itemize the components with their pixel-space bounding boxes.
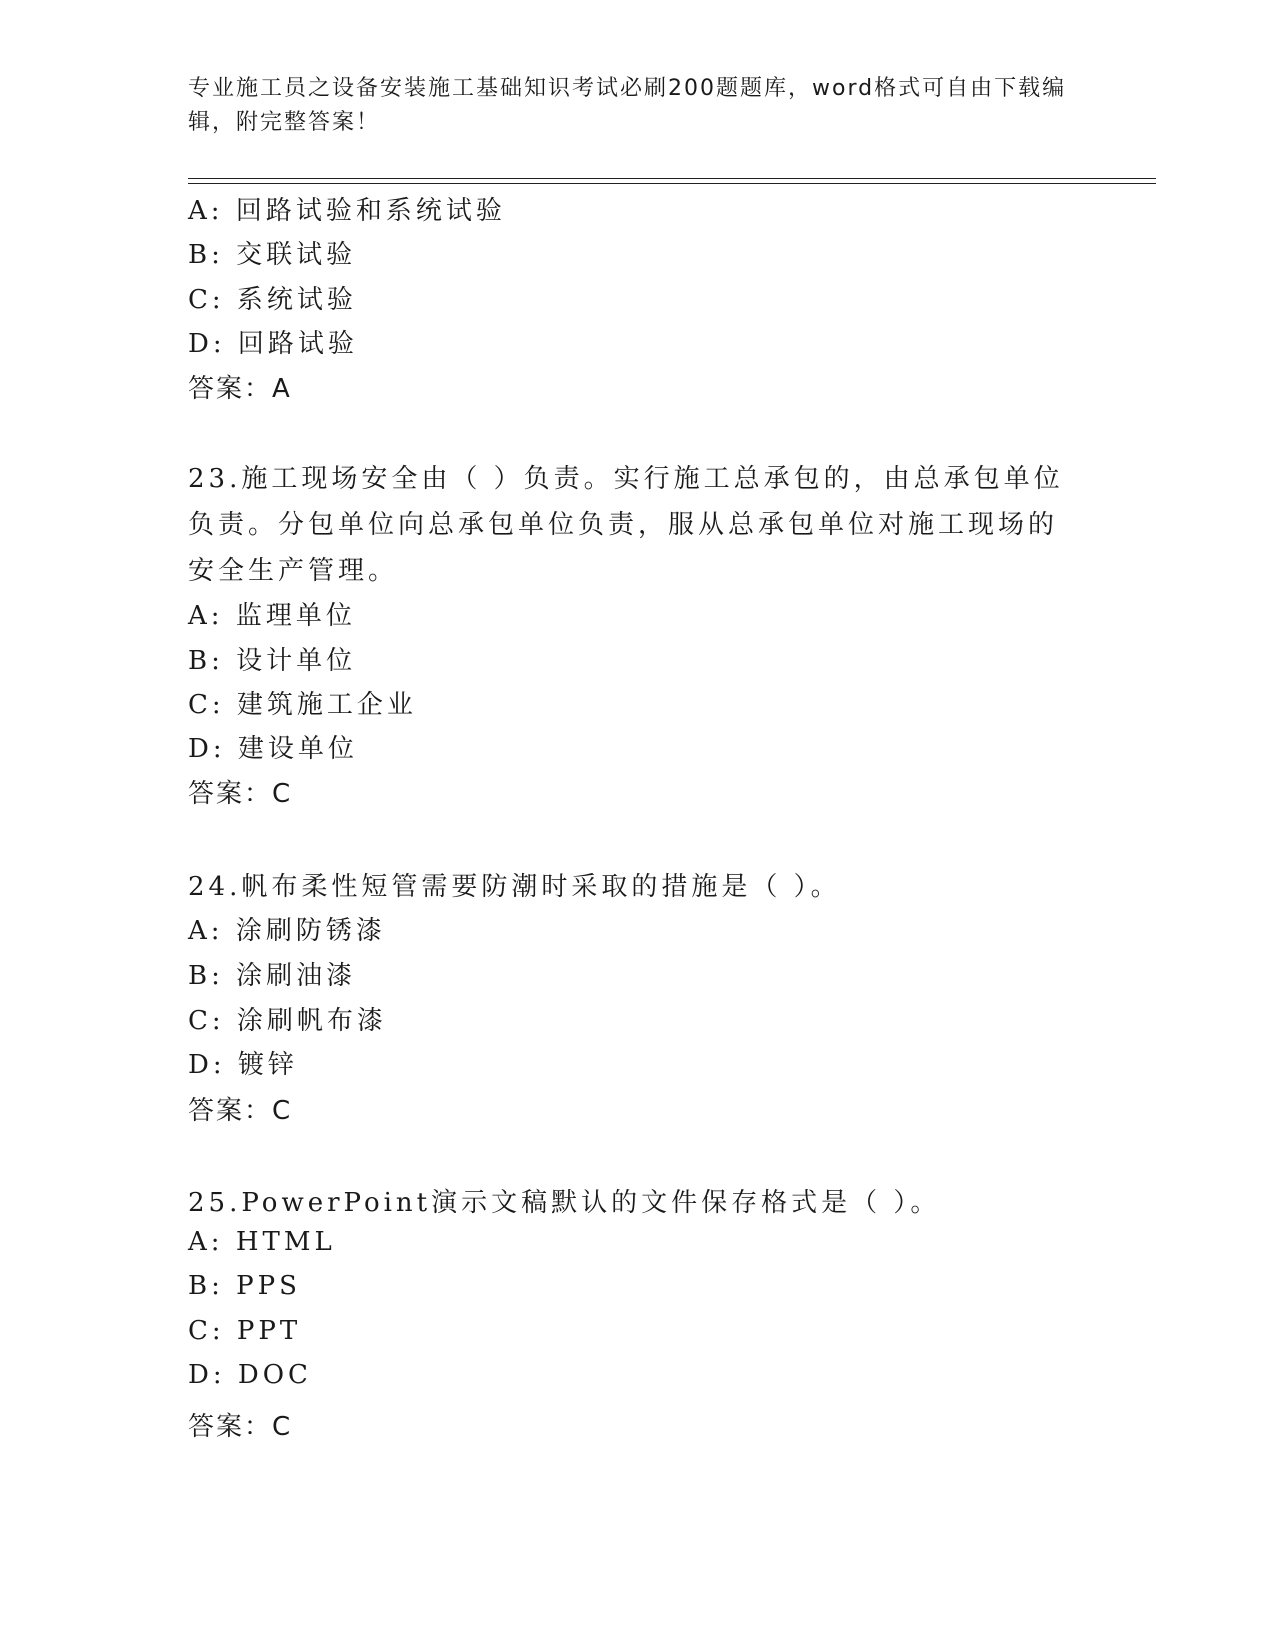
option-text: 建筑施工企业 (236, 690, 417, 720)
option-text: 回路试验和系统试验 (235, 196, 506, 226)
q25-option-d (188, 1360, 312, 1390)
q24-option-d (188, 1044, 298, 1081)
option-label: D: (188, 1050, 226, 1080)
q23-option-a (188, 595, 356, 632)
q25-option-b (188, 1271, 301, 1301)
option-label: D: (188, 1360, 226, 1390)
q22-option-a (188, 190, 506, 227)
option-text: DOC (237, 1360, 312, 1390)
option-label: A: (188, 1227, 224, 1257)
header-rule-top (188, 178, 1156, 179)
option-text: 设计单位 (236, 646, 357, 676)
option-text: PPS (236, 1271, 301, 1301)
document-header: 专业施工员之设备安装施工基础知识考试必刷200题题库，word格式可自由下载编辑，附完整答案！ (188, 76, 1067, 135)
option-text: 交联试验 (236, 240, 357, 270)
q24-option-a (188, 910, 386, 947)
q23-answer (188, 773, 292, 810)
q24-question: 24.帆布柔性短管需要防潮时采取的措施是（ ）。 (188, 872, 841, 902)
q25-question: 25.PowerPoint演示文稿默认的文件保存格式是（ ）。 (188, 1188, 941, 1218)
q23-option-b (188, 640, 356, 677)
header-rule-bottom (188, 183, 1156, 184)
option-label: A: (188, 196, 224, 226)
option-label: B: (188, 240, 224, 270)
option-label: C: (188, 1316, 225, 1346)
option-text: 回路试验 (237, 329, 358, 359)
q23-option-d (188, 728, 358, 765)
q22-option-d (188, 323, 358, 360)
option-text: 镀锌 (237, 1050, 298, 1080)
q25-answer (188, 1406, 292, 1443)
q24-option-b (188, 955, 356, 992)
option-text: 系统试验 (236, 285, 357, 315)
option-text: 涂刷帆布漆 (236, 1006, 387, 1036)
option-text: PPT (236, 1316, 302, 1346)
answer-value: C (272, 779, 293, 809)
answer-value: A (272, 374, 292, 404)
q25-option-c (188, 1316, 301, 1346)
option-label: C: (188, 690, 225, 720)
option-text: HTML (235, 1227, 336, 1257)
option-text: 建设单位 (237, 734, 358, 764)
q22-option-b (188, 234, 356, 271)
option-label: A: (188, 916, 224, 946)
option-text: 涂刷防锈漆 (235, 916, 386, 946)
q22-option-c (188, 279, 357, 316)
q23-question: 23.施工现场安全由（ ）负责。实行施工总承包的，由总承包单位负责。分包单位向总承包单位负责，服从总承包单位对施工现场的安全生产管理。 (188, 464, 1064, 586)
answer-label: 答案： (188, 374, 273, 404)
option-label: B: (188, 961, 224, 991)
option-text: 涂刷油漆 (236, 961, 357, 991)
q24-option-c (188, 1000, 387, 1037)
q23-option-c (188, 684, 417, 721)
answer-value: C (272, 1096, 293, 1126)
answer-value: C (272, 1412, 293, 1442)
option-label: B: (188, 1271, 224, 1301)
option-label: D: (188, 329, 226, 359)
option-label: C: (188, 285, 225, 315)
answer-label: 答案： (188, 779, 273, 809)
q24-answer (188, 1090, 292, 1127)
answer-label: 答案： (188, 1412, 273, 1442)
option-label: A: (188, 601, 224, 631)
option-label: C: (188, 1006, 225, 1036)
q25-option-a (188, 1227, 336, 1257)
q22-answer (188, 368, 292, 405)
answer-label: 答案： (188, 1096, 273, 1126)
option-text: 监理单位 (235, 601, 356, 631)
option-label: B: (188, 646, 224, 676)
option-label: D: (188, 734, 226, 764)
